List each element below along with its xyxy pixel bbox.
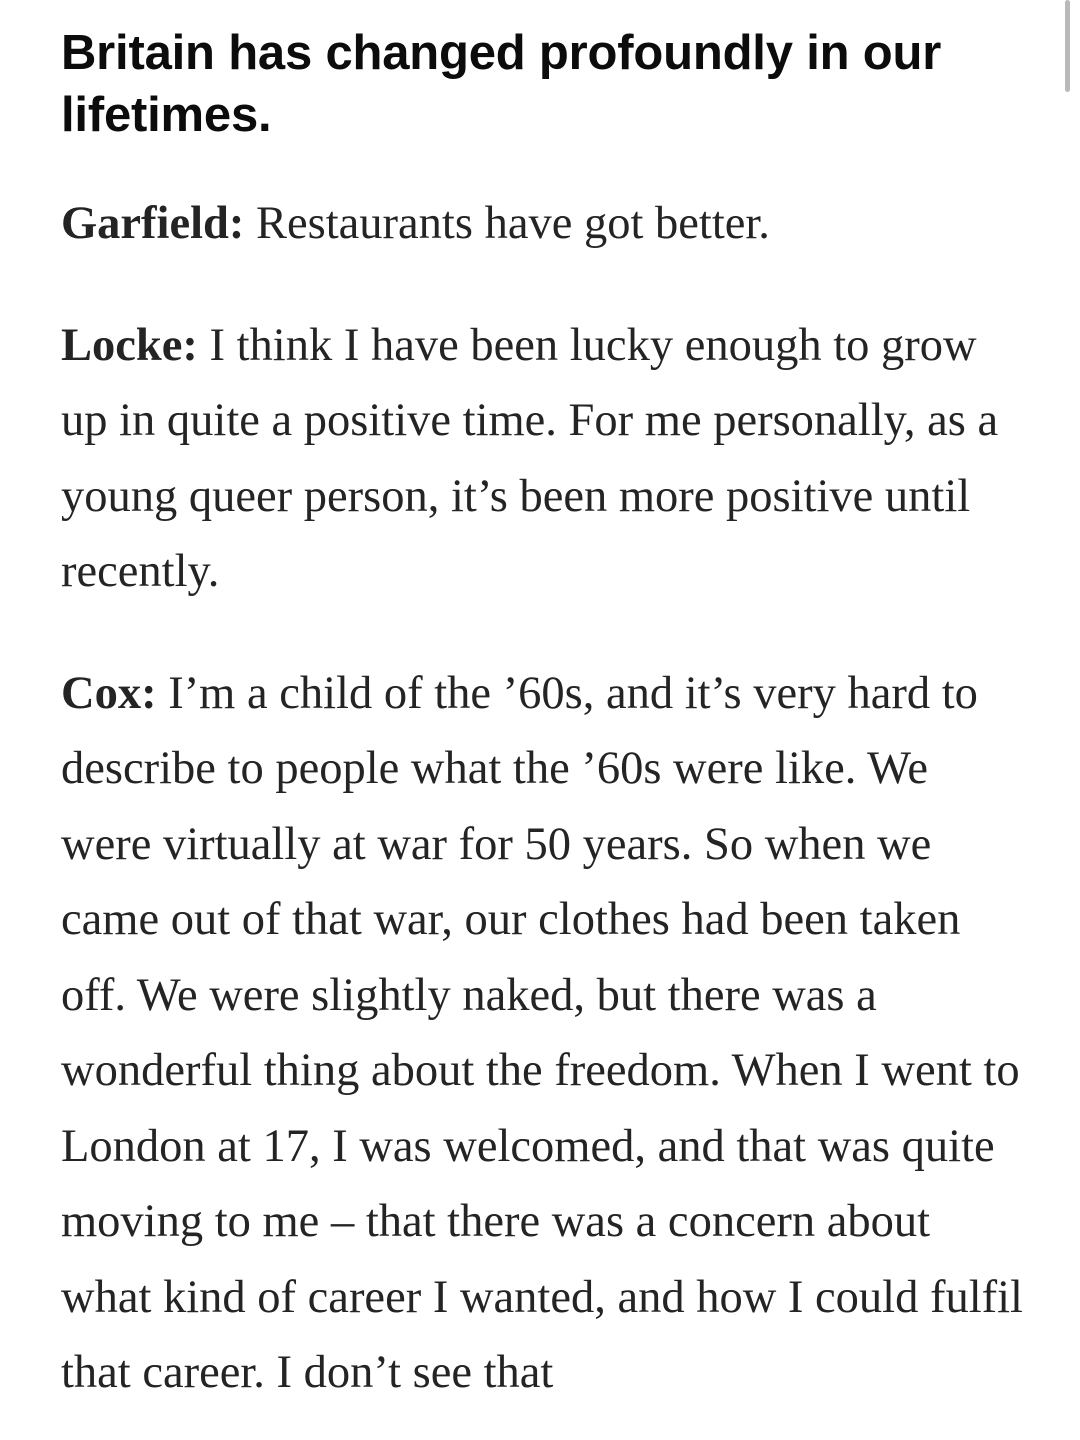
quote-paragraph-locke <box>61 308 1026 610</box>
quote-text: I think I have been lucky enough to grow up in quite a positive time. For me personally, as a young queer person, it’s been more positive until recently. <box>61 319 999 597</box>
section-heading: Britain has changed profoundly in our lifetimes. <box>61 26 942 142</box>
quote-text: Restaurants have got better. <box>244 198 770 249</box>
quote-paragraph-cox <box>61 656 1026 1411</box>
speaker-name: Locke: <box>61 319 198 371</box>
article-body <box>61 22 1026 1411</box>
quote-paragraph-garfield <box>61 186 1026 262</box>
speaker-name: Cox: <box>61 667 157 719</box>
scrollbar[interactable] <box>1065 0 1070 92</box>
quote-text: I’m a child of the ’60s, and it’s very hard to describe to people what the ’60s were like. We were virtually at war for 50 years. So when we came out of that war, our clothes had been taken off. We were slightly naked, but there was a wonderful thing about the freedom. When I went to London at 17, I was welcomed, and that was quite moving to me – that there was a concern about what kind of career I wanted, and how I could fulfil that career. I don’t see that <box>61 667 1023 1398</box>
speaker-name: Garfield: <box>61 198 245 249</box>
